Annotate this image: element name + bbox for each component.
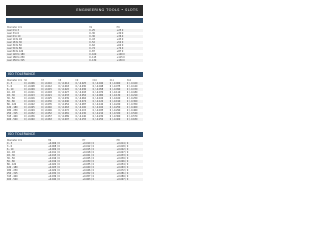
tolerance-cell: 0 -115 <box>88 56 115 59</box>
document-page <box>0 0 149 198</box>
tolerance-cell: 0 / -0.013 <box>23 94 40 97</box>
tolerance-cell: 0 / -0.210 <box>92 112 109 115</box>
diameter-cell: over 18 to 30 <box>6 41 88 44</box>
document-header-bar <box>6 5 143 16</box>
tolerance-cell: 0 / -0.180 <box>126 91 143 94</box>
tolerance-cell: 0 -25 <box>88 29 115 32</box>
tolerance-cell: 0 -36 <box>88 35 115 38</box>
tolerance-cell: +0.072 / 0 <box>116 169 143 172</box>
tolerance-cell: 0 / -0.460 <box>126 109 143 112</box>
tolerance-cell: 0 / -0.016 <box>23 97 40 100</box>
tolerance-cell: 0 / -0.060 <box>109 82 126 85</box>
tolerance-cell: 0 / -0.150 <box>126 88 143 91</box>
tolerance-cell: 0 / -0.036 <box>75 88 92 91</box>
column-header: Diameter mm <box>7 26 23 29</box>
diameter-cell: 400 - 500 <box>6 178 47 181</box>
tolerance-cell: 0 / -0.100 <box>126 82 143 85</box>
tolerance-cell: +0.040 / 0 <box>81 166 115 169</box>
tolerance-cell: +0.029 / 0 <box>47 169 81 172</box>
diameter-cell: 6 - 10 <box>6 88 23 91</box>
diameter-cell: 6 - 10 <box>6 148 47 151</box>
diameter-cell: 120 - 180 <box>6 166 47 169</box>
diameter-cell: 50 - 80 <box>6 100 23 103</box>
tolerance-cell: 0 / -0.018 <box>57 85 74 88</box>
tolerance-cell: 0 / -0.220 <box>109 103 126 106</box>
diameter-cell: 10 - 18 <box>6 91 23 94</box>
tolerance-cell: 0 / -0.570 <box>126 115 143 118</box>
tolerance-cell: +87 0 <box>116 50 143 53</box>
tolerance-cell: 0 / -0.089 <box>57 115 74 118</box>
tolerance-cell: 0 / -0.030 <box>40 100 57 103</box>
tolerance-cell: 0 / -0.022 <box>57 88 74 91</box>
diameter-cell: 180 - 250 <box>6 109 23 112</box>
tolerance-cell: +0.063 / 0 <box>116 166 143 169</box>
tolerance-cell: 0 / -0.040 <box>23 118 40 121</box>
tolerance-cell: 0 / -0.630 <box>126 118 143 121</box>
tolerance-cell: +0.018 / 0 <box>81 151 115 154</box>
tolerance-cell: 0 / -0.010 <box>40 82 57 85</box>
tolerance-cell: 0 / -0.029 <box>23 109 40 112</box>
tolerance-cell: 0 / -0.025 <box>40 97 57 100</box>
tolerance-cell: +0.036 / 0 <box>47 175 81 178</box>
tolerance-cell: 0 / -0.022 <box>23 103 40 106</box>
column-header: h12 <box>126 79 132 82</box>
tolerance-cell: 0 -52 <box>88 41 115 44</box>
tolerance-cell: 0 / -0.100 <box>75 106 92 109</box>
column-header: H9 <box>116 26 120 29</box>
tolerance-cell: 0 / -0.140 <box>92 103 109 106</box>
diameter-cell: 120 - 180 <box>6 106 23 109</box>
diameter-cell: 315 - 400 <box>6 175 47 178</box>
tolerance-cell: +0.019 / 0 <box>47 160 81 163</box>
diameter-cell: 250 - 315 <box>6 172 47 175</box>
table-a-body <box>6 29 143 62</box>
diameter-cell: 18 - 30 <box>6 94 23 97</box>
diameter-cell: over 120 to 180 <box>6 53 88 56</box>
tolerance-cell: 0 / -0.052 <box>75 94 92 97</box>
tolerance-cell: 0 / -0.036 <box>23 115 40 118</box>
tolerance-cell: 0 / -0.081 <box>57 112 74 115</box>
tolerance-cell: +0.052 / 0 <box>81 172 115 175</box>
diameter-cell: 80 - 120 <box>6 163 47 166</box>
tolerance-cell: 0 / -0.058 <box>92 88 109 91</box>
tolerance-cell: 0 / -0.300 <box>126 100 143 103</box>
diameter-cell: 315 - 400 <box>6 115 23 118</box>
column-header: H7 <box>82 139 86 142</box>
diameter-cell: 3 - 6 <box>6 85 23 88</box>
document-title: ENGINEERING TOOLS • SLOTS <box>76 8 138 12</box>
tolerance-cell: 0 / -0.400 <box>126 106 143 109</box>
diameter-cell: over 6 to 10 <box>6 35 88 38</box>
diameter-cell: 30 - 50 <box>6 157 47 160</box>
tolerance-cell: 0 -130 <box>88 59 115 62</box>
tolerance-cell: 0 / -0.130 <box>109 94 126 97</box>
tolerance-cell: 0 / -0.120 <box>126 85 143 88</box>
tolerance-cell: +0.009 / 0 <box>47 148 81 151</box>
tolerance-cell: 0 / -0.160 <box>109 97 126 100</box>
tolerance-cell: +0.006 / 0 <box>47 142 81 145</box>
tolerance-cell: 0 / -0.075 <box>109 85 126 88</box>
tolerance-cell: 0 / -0.054 <box>57 103 74 106</box>
tolerance-cell: 0 / -0.074 <box>75 100 92 103</box>
tolerance-cell: 0 / -0.011 <box>23 91 40 94</box>
tolerance-cell: 0 / -0.155 <box>75 118 92 121</box>
tolerance-cell: +0.035 / 0 <box>81 163 115 166</box>
tolerance-cell: 0 / -0.250 <box>109 106 126 109</box>
tolerance-cell: 0 / -0.160 <box>92 106 109 109</box>
tolerance-cell: +0.014 / 0 <box>116 142 143 145</box>
tolerance-cell: +0.089 / 0 <box>116 175 143 178</box>
column-header: h9 <box>75 79 79 82</box>
tolerance-cell: +0.081 / 0 <box>116 172 143 175</box>
diameter-cell: 3 - 6 <box>6 145 47 148</box>
tolerance-cell: 0 -74 <box>88 47 115 50</box>
tolerance-cell: +0.016 / 0 <box>47 157 81 160</box>
tolerance-cell: 0 / -0.014 <box>57 82 74 85</box>
tolerance-cell: +0.063 / 0 <box>81 178 115 181</box>
tolerance-cell: +0.012 / 0 <box>81 145 115 148</box>
tolerance-cell: 0 / -0.035 <box>40 103 57 106</box>
tolerance-cell: 0 / -0.018 <box>40 91 57 94</box>
column-header: h11 <box>109 79 114 82</box>
diameter-cell: over 250 to 315 <box>6 59 88 62</box>
tolerance-cell: 0 / -0.009 <box>23 88 40 91</box>
tolerance-cell: 0 / -0.400 <box>109 118 126 121</box>
diameter-cell: 250 - 315 <box>6 112 23 115</box>
tolerance-cell: 0 / -0.027 <box>57 91 74 94</box>
tolerance-cell: 0 / -0.140 <box>75 115 92 118</box>
table-b-body <box>6 82 143 121</box>
tolerance-cell: 0 -43 <box>88 38 115 41</box>
tolerance-cell: +52 0 <box>116 41 143 44</box>
tolerance-cell: +0.010 / 0 <box>81 142 115 145</box>
diameter-cell: over 10 to 18 <box>6 38 88 41</box>
tolerance-cell: +0.046 / 0 <box>81 169 115 172</box>
tolerance-cell: 0 / -0.290 <box>109 109 126 112</box>
tolerance-cell: 0 / -0.048 <box>92 85 109 88</box>
tolerance-cell: 0 / -0.320 <box>109 112 126 115</box>
tolerance-table-c <box>6 139 143 181</box>
tolerance-cell: +30 0 <box>116 32 143 35</box>
diameter-cell: 30 - 50 <box>6 97 23 100</box>
tolerance-cell: +0.030 / 0 <box>81 160 115 163</box>
tolerance-cell: 0 / -0.230 <box>92 115 109 118</box>
tolerance-cell: 0 / -0.032 <box>23 112 40 115</box>
section-b-title: ISO TOLERANCE <box>8 72 36 76</box>
tolerance-cell: 0 / -0.040 <box>40 106 57 109</box>
diameter-cell: 0 - 3 <box>6 82 23 85</box>
column-header: h10 <box>92 79 97 82</box>
tolerance-cell: 0 / -0.130 <box>75 112 92 115</box>
tolerance-cell: 0 / -0.052 <box>40 112 57 115</box>
tolerance-cell: 0 / -0.062 <box>75 97 92 100</box>
diameter-cell: over 30 to 50 <box>6 44 88 47</box>
tolerance-cell: 0 -87 <box>88 50 115 53</box>
tolerance-cell: 0 / -0.025 <box>75 82 92 85</box>
tolerance-cell: 0 / -0.040 <box>92 82 109 85</box>
tolerance-cell: 0 / -0.039 <box>57 97 74 100</box>
diameter-cell: 80 - 120 <box>6 103 23 106</box>
tolerance-cell: 0 / -0.084 <box>92 94 109 97</box>
tolerance-cell: +0.025 / 0 <box>47 166 81 169</box>
tolerance-cell: 0 -30 <box>88 32 115 35</box>
tolerance-cell: 0 / -0.100 <box>92 97 109 100</box>
tolerance-cell: +0.027 / 0 <box>116 151 143 154</box>
section-c-header <box>6 132 143 137</box>
tolerance-cell: 0 / -0.090 <box>109 88 126 91</box>
tolerance-cell: 0 / -0.210 <box>126 94 143 97</box>
tolerance-table-b <box>6 79 143 121</box>
tolerance-cell: 0 / -0.070 <box>92 91 109 94</box>
table-row <box>6 178 143 181</box>
tolerance-cell: +130 0 <box>116 59 143 62</box>
tolerance-cell: 0 / -0.360 <box>109 115 126 118</box>
column-header: h7 <box>41 79 45 82</box>
tolerance-cell: 0 / -0.250 <box>126 97 143 100</box>
diameter-cell: over 50 to 80 <box>6 47 88 50</box>
tolerance-cell: +0.040 / 0 <box>47 178 81 181</box>
tolerance-cell: +0.008 / 0 <box>47 145 81 148</box>
diameter-cell: 0 - 3 <box>6 142 47 145</box>
tolerance-cell: 0 / -0.115 <box>75 109 92 112</box>
column-header: h9 <box>89 26 92 29</box>
tolerance-cell: +74 0 <box>116 47 143 50</box>
tolerance-cell: 0 / -0.033 <box>57 94 74 97</box>
tolerance-cell: 0 / -0.520 <box>126 112 143 115</box>
tolerance-cell: 0 / -0.120 <box>92 100 109 103</box>
tolerance-cell: +0.057 / 0 <box>81 175 115 178</box>
tolerance-cell: 0 / -0.063 <box>57 106 74 109</box>
tolerance-cell: +43 0 <box>116 38 143 41</box>
tolerance-cell: 0 / -0.072 <box>57 109 74 112</box>
tolerance-cell: +0.054 / 0 <box>116 163 143 166</box>
tolerance-cell: +0.013 / 0 <box>47 154 81 157</box>
tolerance-cell: +100 0 <box>116 53 143 56</box>
tolerance-cell: 0 / -0.097 <box>57 118 74 121</box>
column-header: H8 <box>116 139 120 142</box>
tolerance-cell: 0 / -0.087 <box>75 103 92 106</box>
tolerance-cell: +0.025 / 0 <box>81 157 115 160</box>
tolerance-cell: 0 / -0.185 <box>92 109 109 112</box>
tolerance-cell: 0 / -0.057 <box>40 115 57 118</box>
tolerance-cell: 0 / -0.019 <box>23 100 40 103</box>
diameter-cell: 18 - 30 <box>6 154 47 157</box>
column-header: Diameter mm <box>7 139 23 142</box>
tolerance-cell: 0 / -0.030 <box>75 85 92 88</box>
diameter-cell: 10 - 18 <box>6 151 47 154</box>
section-b-header <box>6 72 143 77</box>
tolerance-cell: 0 / -0.015 <box>40 88 57 91</box>
tolerance-cell: 0 -100 <box>88 53 115 56</box>
tolerance-cell: 0 -62 <box>88 44 115 47</box>
tolerance-cell: +0.018 / 0 <box>116 145 143 148</box>
section-c-title: ISO TOLERANCE <box>8 132 36 136</box>
tolerance-cell: 0 / -0.008 <box>23 85 40 88</box>
column-header: h6 <box>24 79 27 82</box>
tolerance-cell: 0 / -0.190 <box>109 100 126 103</box>
tolerance-cell: +0.011 / 0 <box>47 151 81 154</box>
tolerance-cell: +0.039 / 0 <box>116 157 143 160</box>
diameter-cell: 180 - 250 <box>6 169 47 172</box>
tolerance-cell: +36 0 <box>116 35 143 38</box>
diameter-cell: 50 - 80 <box>6 160 47 163</box>
tolerance-cell: +0.097 / 0 <box>116 178 143 181</box>
tolerance-cell: 0 / -0.012 <box>40 85 57 88</box>
table-c-body <box>6 142 143 181</box>
column-header: Diameter mm <box>7 79 23 82</box>
tolerance-cell: +0.032 / 0 <box>47 172 81 175</box>
tolerance-cell: +62 0 <box>116 44 143 47</box>
section-a-header <box>6 18 143 23</box>
tolerance-cell: 0 / -0.021 <box>40 94 57 97</box>
tolerance-cell: +0.046 / 0 <box>116 160 143 163</box>
tolerance-cell: +0.033 / 0 <box>116 154 143 157</box>
tolerance-cell: 0 / -0.110 <box>109 91 126 94</box>
column-header: H6 <box>48 139 52 142</box>
tolerance-cell: 0 / -0.063 <box>40 118 57 121</box>
tolerance-cell: 0 / -0.250 <box>92 118 109 121</box>
tolerance-cell: 0 / -0.350 <box>126 103 143 106</box>
tolerance-cell: +0.022 / 0 <box>47 163 81 166</box>
tolerance-cell: 0 / -0.025 <box>23 106 40 109</box>
table-row <box>6 59 143 62</box>
diameter-cell: over 3 to 6 <box>6 32 88 35</box>
diameter-cell: over 180 to 250 <box>6 56 88 59</box>
tolerance-cell: +0.015 / 0 <box>81 148 115 151</box>
table-row <box>6 118 143 121</box>
tolerance-cell: 0 / -0.006 <box>23 82 40 85</box>
tolerance-table-a <box>6 26 143 62</box>
tolerance-cell: +115 0 <box>116 56 143 59</box>
tolerance-cell: +0.022 / 0 <box>116 148 143 151</box>
tolerance-cell: 0 / -0.046 <box>57 100 74 103</box>
tolerance-cell: +0.021 / 0 <box>81 154 115 157</box>
diameter-cell: over 0 to 3 <box>6 29 88 32</box>
tolerance-cell: 0 / -0.046 <box>40 109 57 112</box>
diameter-cell: 400 - 500 <box>6 118 23 121</box>
column-header: h8 <box>58 79 62 82</box>
tolerance-cell: 0 / -0.043 <box>75 91 92 94</box>
diameter-cell: over 80 to 120 <box>6 50 88 53</box>
tolerance-cell: +25 0 <box>116 29 143 32</box>
